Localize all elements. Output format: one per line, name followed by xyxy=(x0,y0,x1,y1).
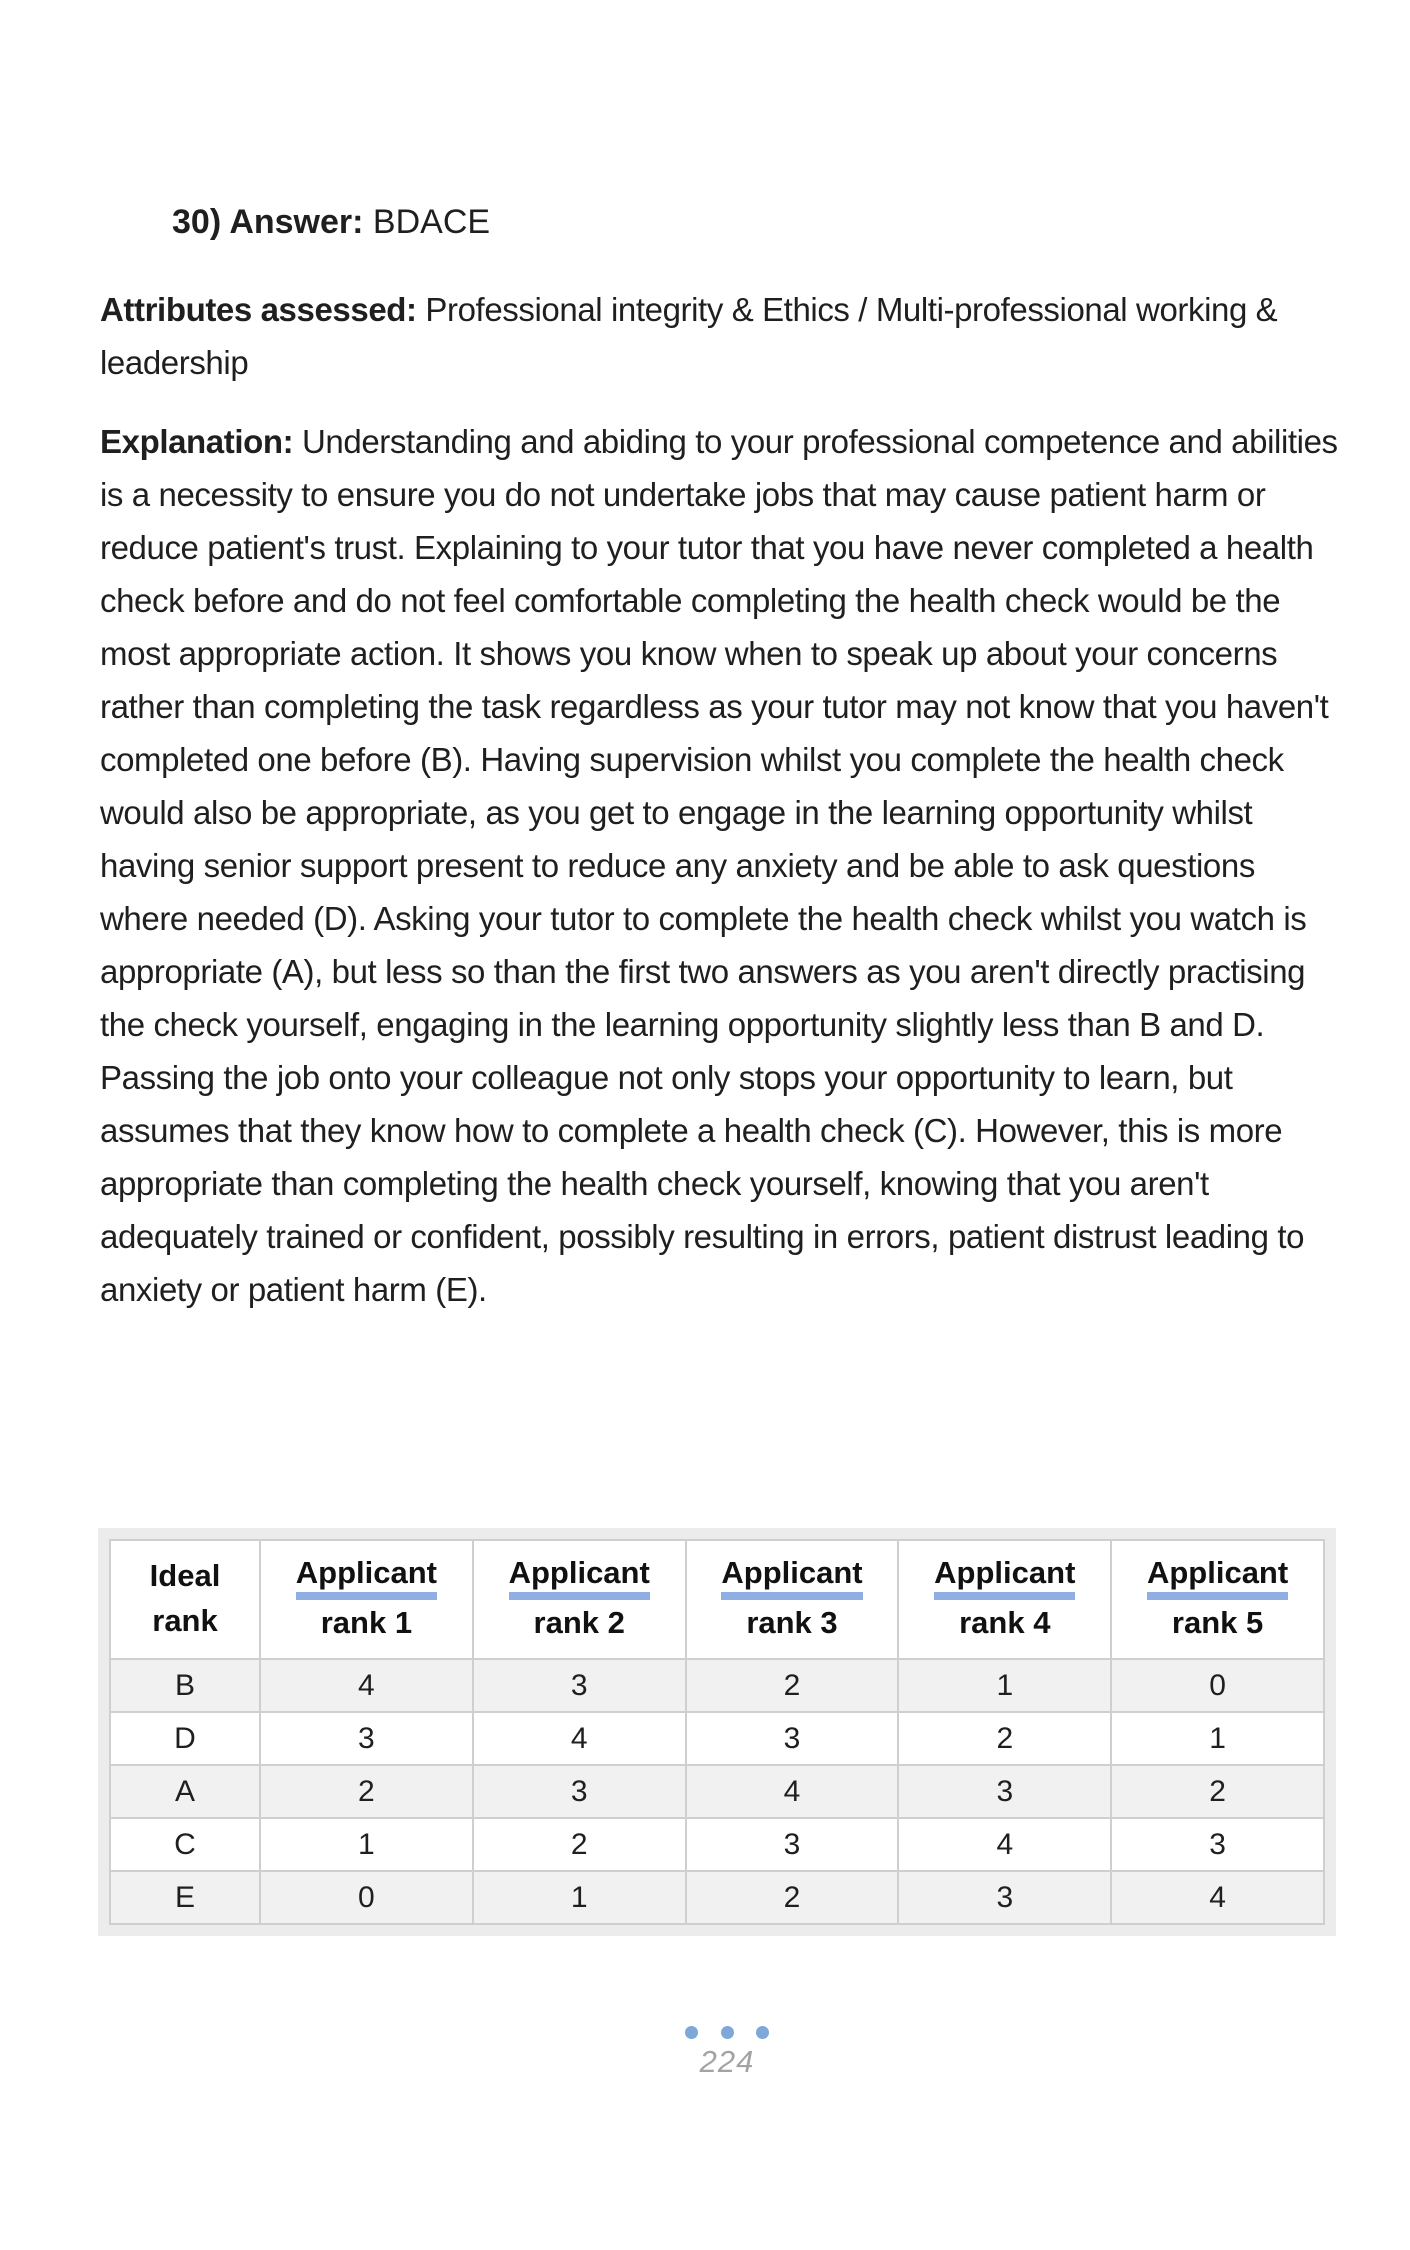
value-cell: 4 xyxy=(473,1712,686,1765)
header-cell-applicant-2 xyxy=(473,1540,686,1659)
rank-table xyxy=(109,1539,1325,1925)
attributes-label: Attributes assessed: xyxy=(100,291,417,328)
value-cell: 3 xyxy=(473,1765,686,1818)
value-cell: 1 xyxy=(898,1659,1111,1712)
value-cell: 0 xyxy=(260,1871,473,1924)
pagination-dots xyxy=(22,2024,1410,2040)
attributes-paragraph xyxy=(100,283,1345,389)
col-header-top: Applicant xyxy=(1112,1551,1323,1600)
rank-cell: E xyxy=(110,1871,260,1924)
value-cell: 3 xyxy=(1111,1818,1324,1871)
value-cell: 2 xyxy=(473,1818,686,1871)
col-header-bottom: rank xyxy=(152,1602,218,1638)
col-header-bottom: rank 5 xyxy=(1171,1605,1264,1640)
question-heading xyxy=(172,200,490,244)
col-header-bottom: rank 1 xyxy=(320,1605,413,1640)
value-cell: 3 xyxy=(473,1659,686,1712)
table-row xyxy=(110,1871,1324,1924)
table-row xyxy=(110,1818,1324,1871)
table-row xyxy=(110,1659,1324,1712)
col-header-top: Applicant xyxy=(261,1551,472,1600)
explanation-label: Explanation: xyxy=(100,423,294,460)
value-cell: 1 xyxy=(1111,1712,1324,1765)
pagination-dot-icon xyxy=(721,2026,734,2039)
col-header-top: Ideal xyxy=(149,1557,221,1593)
value-cell: 4 xyxy=(686,1765,899,1818)
value-cell: 2 xyxy=(686,1659,899,1712)
rank-cell: A xyxy=(110,1765,260,1818)
value-cell: 3 xyxy=(686,1818,899,1871)
attributes-section xyxy=(100,283,1345,389)
value-cell: 0 xyxy=(1111,1659,1324,1712)
col-header-top: Applicant xyxy=(687,1551,898,1600)
pagination-dot-icon xyxy=(685,2026,698,2039)
answer-label: 30) Answer: xyxy=(172,203,364,241)
value-cell: 2 xyxy=(686,1871,899,1924)
header-cell-applicant-3 xyxy=(686,1540,899,1659)
pagination-dot-icon xyxy=(756,2026,769,2039)
header-cell-ideal-rank xyxy=(110,1540,260,1659)
header-cell-applicant-4 xyxy=(898,1540,1111,1659)
value-cell: 2 xyxy=(898,1712,1111,1765)
table-header-row xyxy=(110,1540,1324,1659)
value-cell: 4 xyxy=(898,1818,1111,1871)
col-header-top: Applicant xyxy=(899,1551,1110,1600)
value-cell: 3 xyxy=(898,1765,1111,1818)
rank-cell: C xyxy=(110,1818,260,1871)
table-row xyxy=(110,1712,1324,1765)
value-cell: 1 xyxy=(473,1871,686,1924)
value-cell: 3 xyxy=(686,1712,899,1765)
value-cell: 4 xyxy=(1111,1871,1324,1924)
rank-table-frame xyxy=(98,1528,1336,1936)
explanation-section xyxy=(100,415,1345,1316)
header-cell-applicant-1 xyxy=(260,1540,473,1659)
page-footer xyxy=(22,2024,1410,2080)
header-cell-applicant-5 xyxy=(1111,1540,1324,1659)
value-cell: 2 xyxy=(260,1765,473,1818)
rank-cell: B xyxy=(110,1659,260,1712)
value-cell: 3 xyxy=(260,1712,473,1765)
page-number: 224 xyxy=(699,2044,755,2079)
value-cell: 3 xyxy=(898,1871,1111,1924)
col-header-bottom: rank 4 xyxy=(959,1605,1051,1640)
value-cell: 4 xyxy=(260,1659,473,1712)
value-cell: 2 xyxy=(1111,1765,1324,1818)
table-row xyxy=(110,1765,1324,1818)
rank-cell: D xyxy=(110,1712,260,1765)
col-header-top: Applicant xyxy=(474,1551,685,1600)
explanation-text: Understanding and abiding to your professional competence and abilities is a necessity to ensure you do not undertake jobs that may cause patient harm or reduce patient's trust. Explaining to your tutor that you have never completed a health check before and do not feel comfortable completing the health check would be the most appropriate action. It shows you know when to speak up about your concerns rather than completing the task regardless as your tutor may not know that you haven't completed one before (B). Having supervision whilst you complete the health check would also be appropriate, as you get to engage in the learning opportunity whilst having senior support present to reduce any anxiety and be able to ask questions where needed (D). Asking your tutor to complete the health check whilst you watch is appropriate (A), but less so than the first two answers as you aren't directly practising the check yourself, engaging in the learning opportunity slightly less than B and D. Passing the job onto your colleague not only stops your opportunity to learn, but assumes that they know how to complete a health check (C). However, this is more appropriate than completing the health check yourself, knowing that you aren't adequately trained or confident, possibly resulting in errors, patient distrust leading to anxiety or patient harm (E). xyxy=(100,423,1338,1308)
answer-value: BDACE xyxy=(372,203,491,241)
value-cell: 1 xyxy=(260,1818,473,1871)
col-header-bottom: rank 2 xyxy=(533,1605,625,1640)
attributes-text: Professional integrity & Ethics / Multi-professional working & leadership xyxy=(100,291,1278,381)
explanation-paragraph xyxy=(100,415,1345,1316)
col-header-bottom: rank 3 xyxy=(746,1605,838,1640)
